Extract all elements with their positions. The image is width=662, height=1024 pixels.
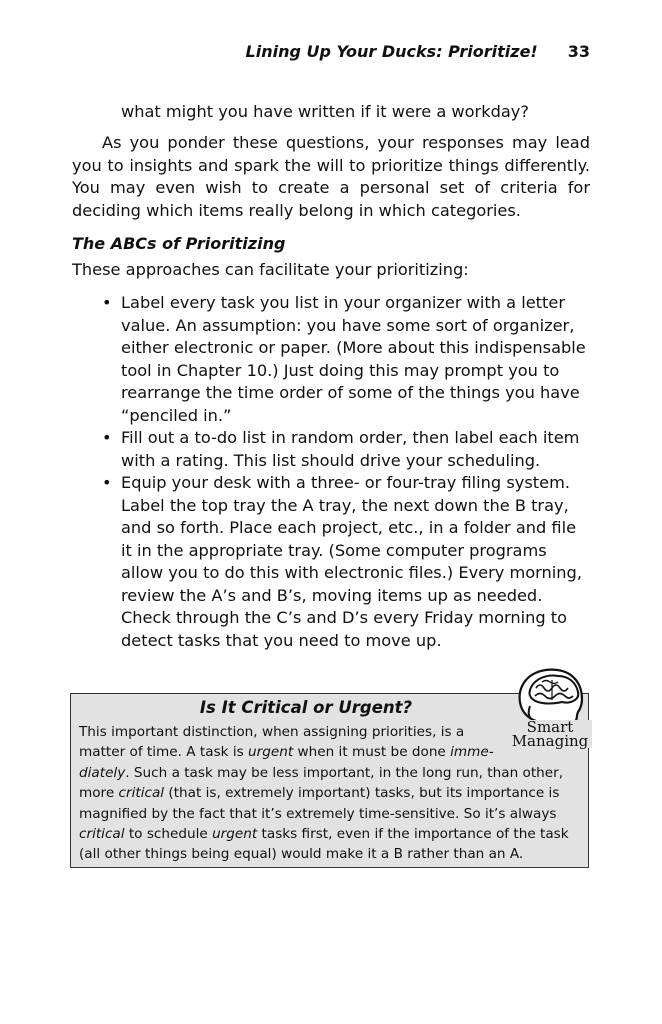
sidebar-title: Is It Critical or Urgent? <box>199 698 413 717</box>
bullet-marker: • <box>102 293 112 312</box>
emphasis-critical: critical <box>118 785 165 802</box>
bullet-marker: • <box>102 473 112 492</box>
smart-managing-label <box>508 720 592 748</box>
paragraph-continuation: what might you have written if it were a workday? <box>121 102 529 121</box>
sidebar-text-run: when it must be done <box>293 744 451 761</box>
paragraph-intro: These approaches can facilitate your prioritizing: <box>72 260 469 279</box>
paragraph-ponder: As you ponder these questions, your responses may lead you to insights and spark the will to prioritize things differently. You may even wish to create a personal set of criteria for deciding which items really belong in which categories. <box>72 133 590 220</box>
emphasis-immediately-start: imme- <box>450 744 494 761</box>
running-header-title: Lining Up Your Ducks: Prioritize! <box>245 42 538 61</box>
icon-label-line: Managing <box>511 732 589 750</box>
emphasis-immediately-end: diately <box>79 764 126 781</box>
icon-label-line: Smart <box>526 718 574 736</box>
emphasis-critical: critical <box>79 826 125 843</box>
bullet-list <box>72 292 590 652</box>
page-number: 33 <box>567 42 590 61</box>
sidebar-text <box>79 722 579 865</box>
bullet-marker: • <box>102 428 112 447</box>
running-header <box>0 42 590 61</box>
emphasis-urgent: urgent <box>248 744 294 761</box>
list-item <box>72 292 590 427</box>
sidebar-text-run: (that is, extremely important) tasks, but its importance is magnified by the fact that it’s extremely time-sensitive. So it’s always <box>79 785 560 822</box>
sidebar-line: This important distinction, when assigning priorities, is a <box>79 724 465 740</box>
list-item <box>72 427 590 472</box>
section-heading: The ABCs of Prioritizing <box>72 234 286 253</box>
list-item-text: Label every task you list in your organizer with a letter value. An assumption: you have some sort of organizer, either electronic or paper. (More about this indispensable tool in Chapter 10.) Just doing this may prompt you to rearrange the time order of some of the things you have “penciled in.” <box>121 293 586 425</box>
sidebar-text-run: tasks first, even if the importance of the task (all other things being equal) would make it a B rather than an A. <box>79 826 569 863</box>
sidebar-text-run: matter of time. A task is <box>79 744 249 761</box>
emphasis-urgent: urgent <box>212 826 258 843</box>
list-item-text: Fill out a to-do list in random order, then label each item with a rating. This list should drive your scheduling. <box>121 428 580 470</box>
sidebar-text-run: to schedule <box>124 826 213 843</box>
list-item <box>72 472 590 652</box>
sidebar-text-run: . Such a task may be less important, in the long run, than other, more <box>79 764 564 802</box>
list-item-text: Equip your desk with a three- or four-tray filing system. Label the top tray the A tray, the next down the B tray, and so forth. Place each project, etc., in a folder and file it in the appropriate tray. (Some computer programs allow you to do this with electronic files.) Every morning, review the A’s and B’s, moving items up as needed. Check through the C’s and D’s every Friday morning to detect tasks that you need to move up. <box>121 473 582 650</box>
